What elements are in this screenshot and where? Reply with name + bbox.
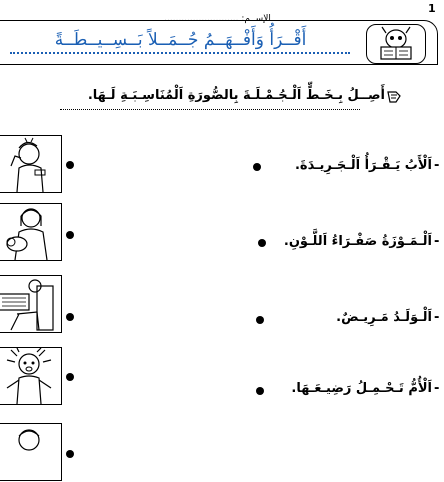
sentence-4: اَلْأُمُّ تَـحْـمِـلُ رَضِيـعَـهَا.: [291, 381, 432, 396]
instruction-underline: [60, 109, 360, 110]
sentence-dot-3[interactable]: [256, 316, 264, 324]
pointing-hand-icon: [386, 88, 402, 110]
mother-holding-baby-icon: [0, 204, 63, 262]
boy-icon: [0, 424, 63, 482]
sentence-dash-3: -: [434, 310, 440, 325]
name-field-line[interactable]: الإســم: ..........................: [164, 14, 271, 24]
sentence-2: اَلْـمَـوْزَةُ صَفْـرَاءُ اَللَّـوْنِ.: [283, 234, 432, 249]
picture-dot-1[interactable]: [66, 161, 74, 169]
sentence-3: اَلْـوَلَـدُ مَـرِيـضٌ.: [336, 310, 432, 325]
picture-dot-4[interactable]: [66, 373, 74, 381]
picture-box-4: [0, 347, 62, 405]
sentence-dot-2[interactable]: [258, 239, 266, 247]
instruction-text: أَصِــلُ بِـخَـطٍّ اَلْـجُـمْـلَـةَ بِالصُّورَةِ اَلْمُنَاسِـبَـةِ لَـهَا.: [87, 88, 385, 103]
scared-girl-icon: [0, 348, 63, 406]
sentence-dash-1: -: [434, 158, 440, 173]
page-title: أَقْــرَأُ وَأَفْــهَــمُ جُــمَــلاً بَــسِــيــطَــةً: [54, 30, 307, 50]
sentence-dash-2: -: [434, 234, 440, 249]
picture-dot-2[interactable]: [66, 231, 74, 239]
sick-boy-icon: [0, 136, 63, 194]
picture-box-2: [0, 203, 62, 261]
sentence-dash-4: -: [434, 381, 440, 396]
father-reading-newspaper-icon: [0, 276, 63, 334]
reading-cartoon-icon: [366, 24, 426, 64]
title-underline: [10, 52, 350, 54]
picture-box-3: [0, 275, 62, 333]
page-number: 1: [428, 2, 436, 15]
sentence-1: اَلْأَبُ يَـقْـرَأُ اَلْـجَـرِيـدَةَ.: [294, 158, 432, 173]
sentence-dot-1[interactable]: [253, 163, 261, 171]
picture-box-5: [0, 423, 62, 481]
sentence-dot-4[interactable]: [256, 387, 264, 395]
picture-dot-3[interactable]: [66, 313, 74, 321]
picture-box-1: [0, 135, 62, 193]
